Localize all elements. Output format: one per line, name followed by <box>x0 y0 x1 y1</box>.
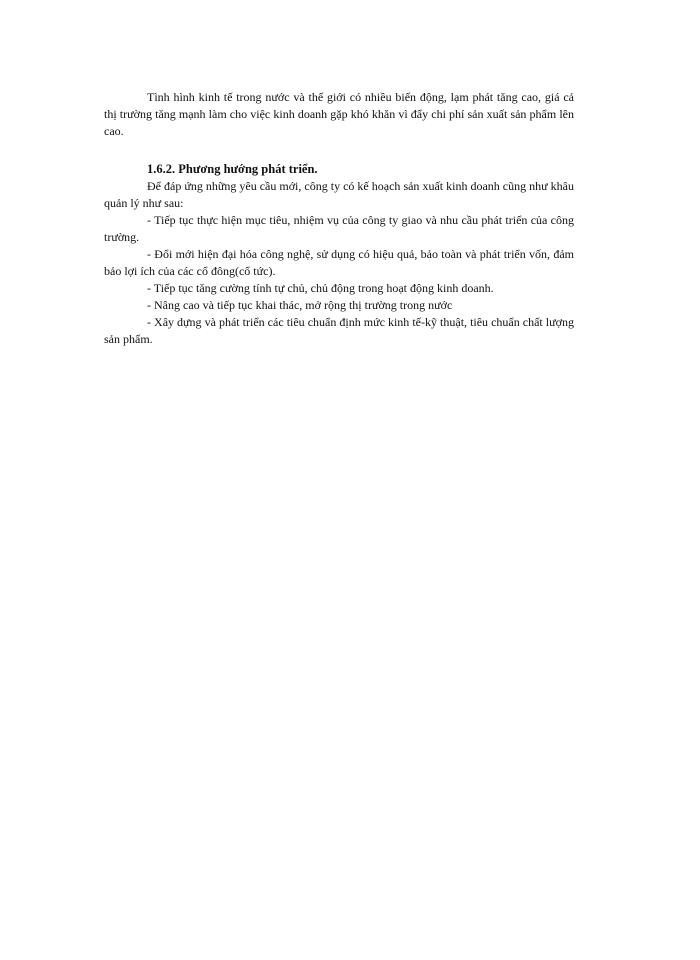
section-intro-paragraph: Để đáp ứng những yêu cầu mới, công ty có kế hoạch sản xuất kinh doanh cũng như khâu quản lý như sau: <box>104 179 574 210</box>
list-item: - Tiếp tục tăng cường tính tự chủ, chủ động trong hoạt động kinh doanh. <box>147 281 494 295</box>
list-item: - Đổi mới hiện đại hóa công nghệ, sử dụng có hiệu quả, bảo toàn và phát triển vốn, đảm bảo lợi ích của các cổ đông(cổ tức). <box>104 247 574 278</box>
list-item: - Xây dựng và phát triển các tiêu chuẩn định mức kinh tế-kỹ thuật, tiêu chuẩn chất lượng sản phẩm. <box>104 315 574 346</box>
document-body <box>104 89 574 348</box>
list-item: - Nâng cao và tiếp tục khai thác, mở rộng thị trường trong nước <box>147 298 453 312</box>
section-heading: 1.6.2. Phương hướng phát triển. <box>147 162 318 176</box>
intro-paragraph: Tình hình kinh tế trong nước và thế giới có nhiều biến động, lạm phát tăng cao, giá cả thị trường tăng mạnh làm cho việc kinh doanh gặp khó khăn vì đẩy chi phí sản xuất sản phẩm lên cao. <box>104 90 574 138</box>
list-item: - Tiếp tục thực hiện mục tiêu, nhiệm vụ của công ty giao và nhu cầu phát triển của công trường. <box>104 213 574 244</box>
